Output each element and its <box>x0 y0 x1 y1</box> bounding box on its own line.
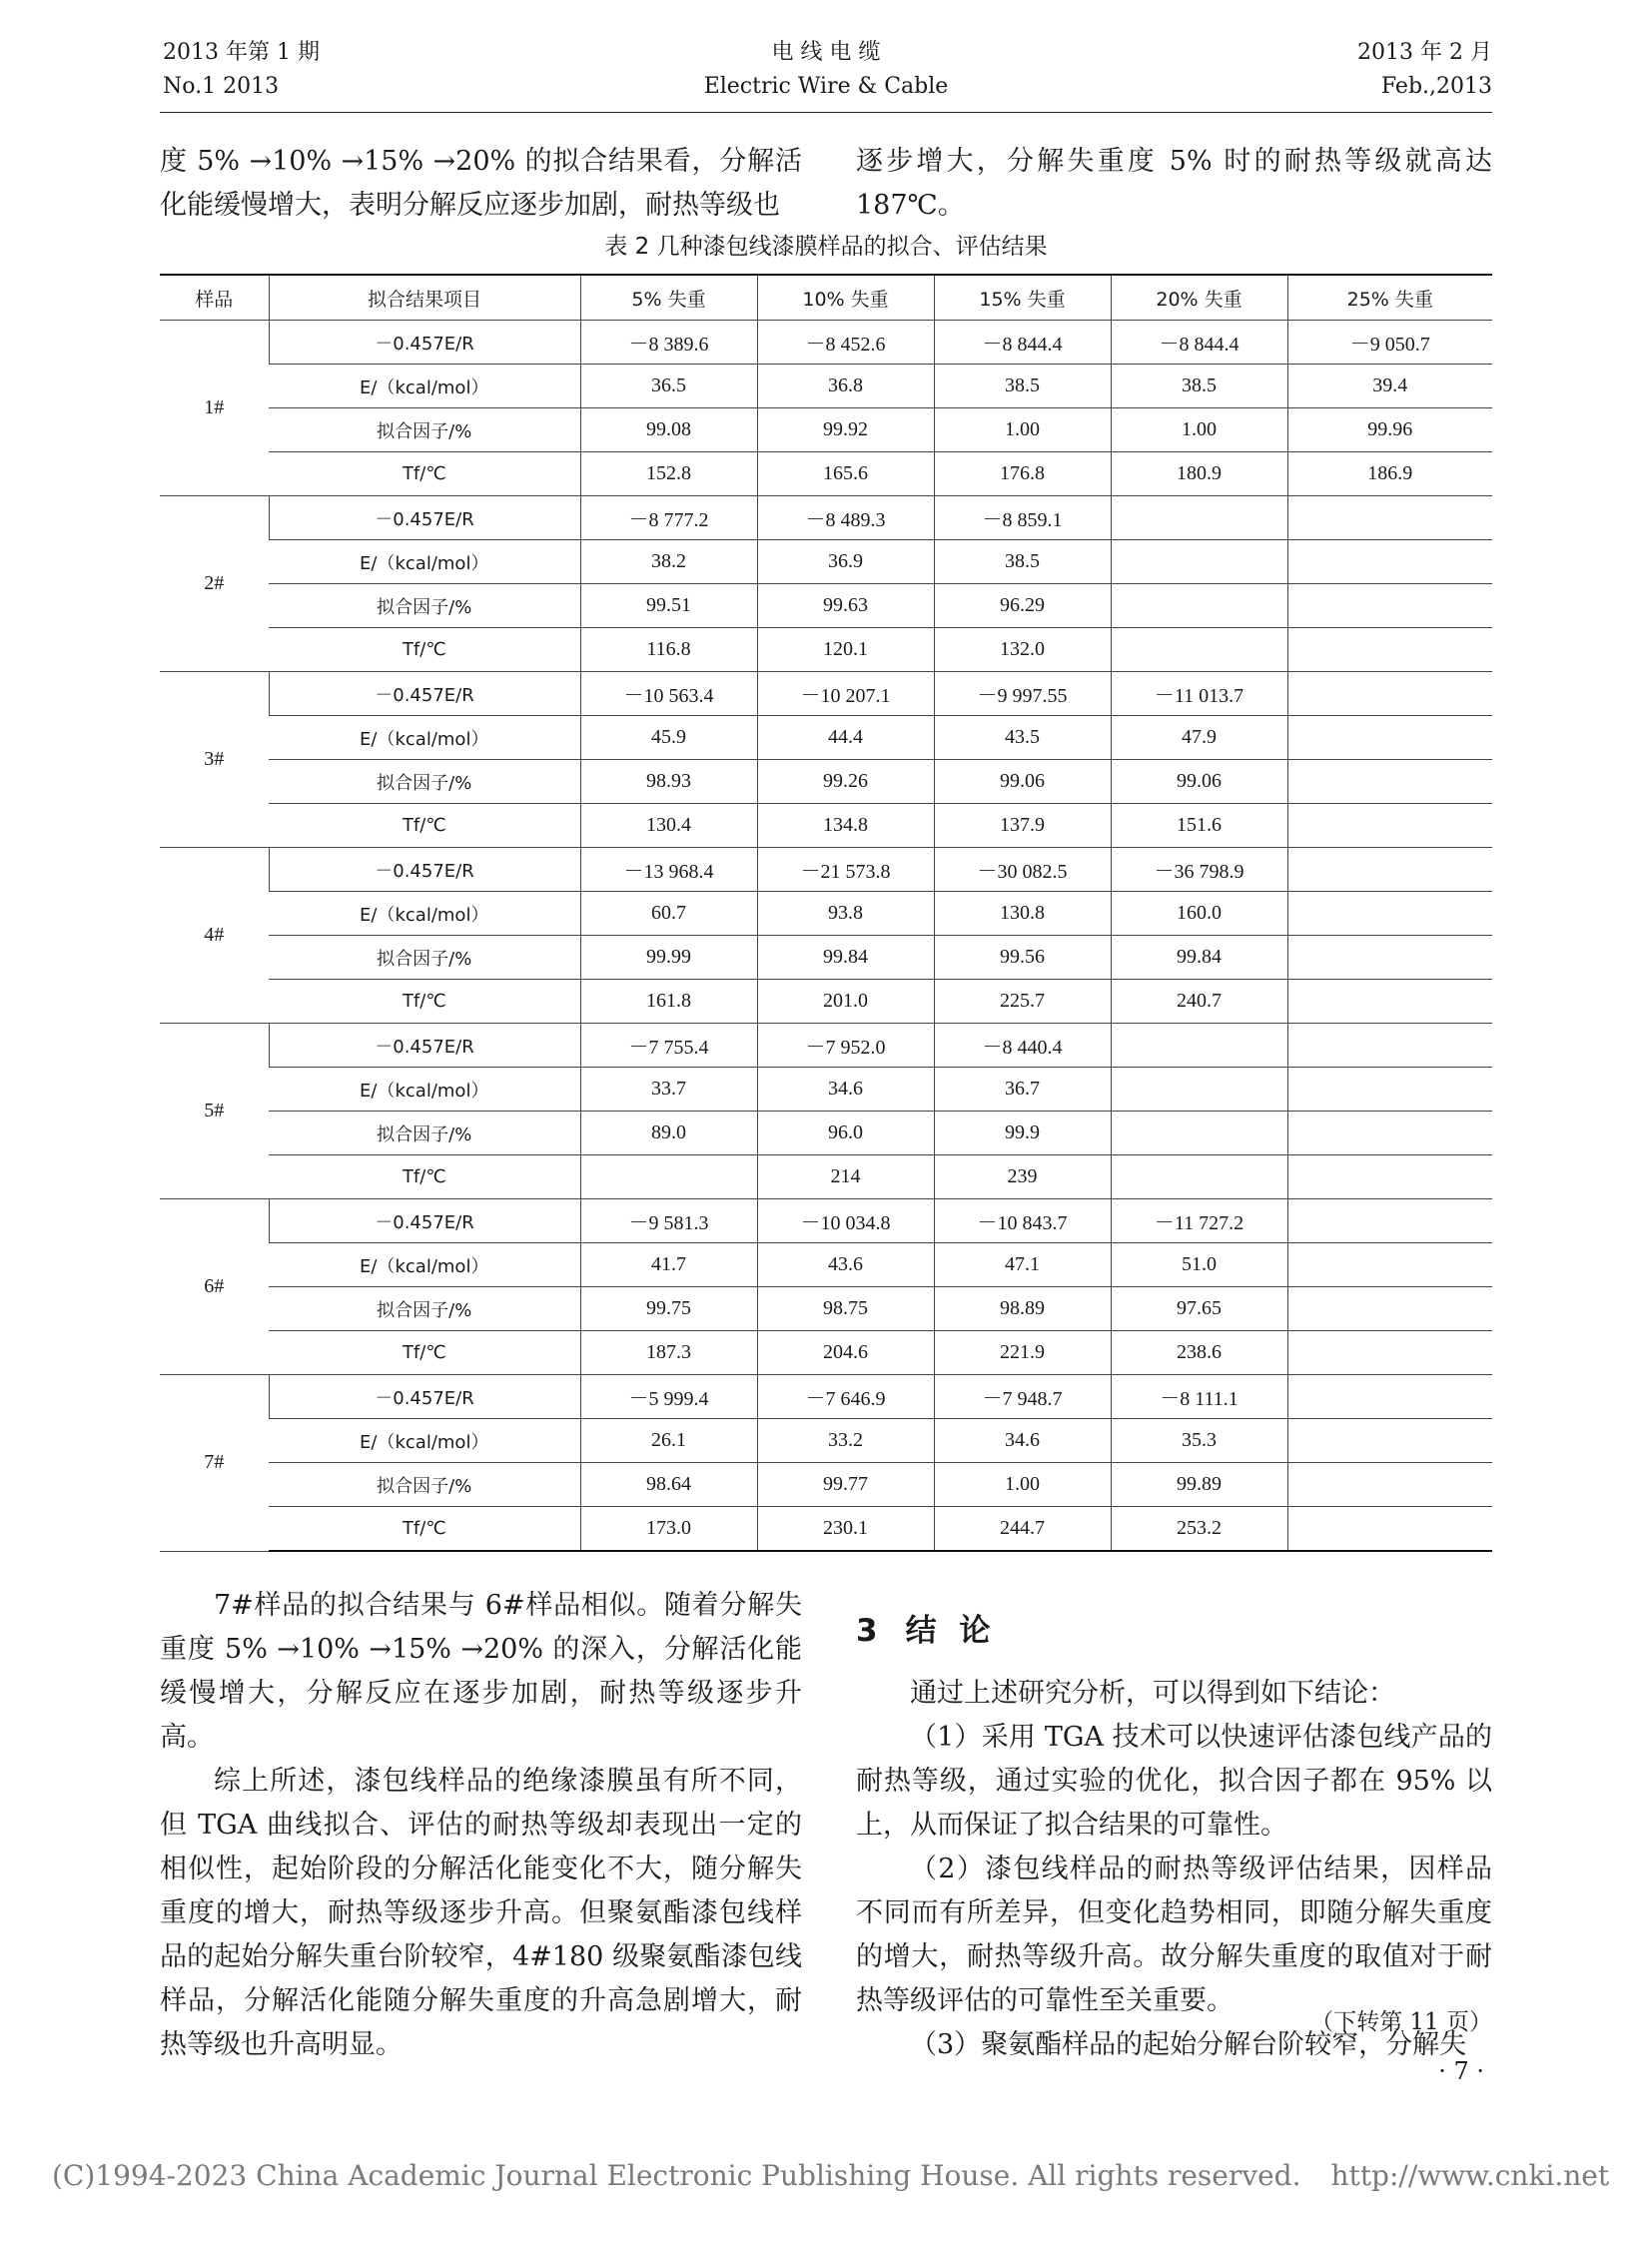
item-label-cell: －0.457E/R <box>269 672 580 716</box>
issue-label-cn: 2013 年第 1 期 <box>163 40 320 65</box>
value-cell <box>1287 936 1492 980</box>
value-cell: 152.8 <box>580 452 757 496</box>
value-cell: 221.9 <box>934 1331 1111 1375</box>
issue-label-en: No.1 2013 <box>163 74 280 99</box>
table-row <box>160 1507 1492 1552</box>
value-cell <box>1111 1068 1287 1112</box>
top-right-text: 逐步增大，分解失重度 5% 时的耐热等级就高达 187℃。 <box>856 146 1492 221</box>
value-cell: 99.99 <box>580 936 757 980</box>
value-cell: －9 997.55 <box>934 672 1111 716</box>
top-left-text: 度 5% →10% →15% →20% 的拟合结果看，分解活化能缓慢增大，表明分解反应逐步加剧，耐热等级也 <box>160 146 802 221</box>
date-label-en: Feb.,2013 <box>1380 74 1492 99</box>
sample-cell: 2# <box>160 496 269 672</box>
value-cell: －8 389.6 <box>580 321 757 365</box>
table-row <box>160 1024 1492 1068</box>
table-row <box>160 1112 1492 1155</box>
value-cell <box>1287 496 1492 540</box>
value-cell: 253.2 <box>1111 1507 1287 1552</box>
item-label-cell: －0.457E/R <box>269 1199 580 1243</box>
value-cell: 99.96 <box>1287 408 1492 452</box>
col-header-20pct: 20% 失重 <box>1111 275 1287 321</box>
value-cell <box>1111 584 1287 628</box>
value-cell: －9 581.3 <box>580 1199 757 1243</box>
top-right-paragraph <box>856 140 1492 228</box>
sample-cell: 3# <box>160 672 269 848</box>
value-cell: 244.7 <box>934 1507 1111 1552</box>
value-cell: 36.7 <box>934 1068 1111 1112</box>
sample-cell: 1# <box>160 321 269 496</box>
table-row <box>160 1068 1492 1112</box>
table-body <box>160 321 1492 1552</box>
value-cell: 99.06 <box>934 760 1111 804</box>
value-cell: 45.9 <box>580 716 757 760</box>
journal-title-cn: 电 线 电 缆 <box>771 40 881 65</box>
value-cell: －10 563.4 <box>580 672 757 716</box>
journal-title-en: Electric Wire & Cable <box>703 74 949 99</box>
value-cell: 130.4 <box>580 804 757 848</box>
value-cell: 187.3 <box>580 1331 757 1375</box>
sample-cell: 7# <box>160 1375 269 1552</box>
table-row <box>160 1331 1492 1375</box>
table-row <box>160 408 1492 452</box>
left-column <box>160 1584 802 2067</box>
value-cell: 99.26 <box>757 760 934 804</box>
value-cell: －7 646.9 <box>757 1375 934 1419</box>
item-label-cell: Tf/℃ <box>269 804 580 848</box>
value-cell: 36.8 <box>757 365 934 408</box>
table-row <box>160 760 1492 804</box>
conclusion-item-2: （2）漆包线样品的耐热等级评估结果，因样品不同而有所差异，但变化趋势相同，即随分解失重度的增大，耐热等级升高。故分解失重度的取值对于耐热等级评估的可靠性至关重要。 <box>856 1854 1492 2016</box>
value-cell <box>1287 584 1492 628</box>
value-cell <box>1287 716 1492 760</box>
sample-cell: 4# <box>160 848 269 1024</box>
sample-cell: 5# <box>160 1024 269 1199</box>
table-row <box>160 1287 1492 1331</box>
value-cell <box>1111 540 1287 584</box>
item-label-cell: 拟合因子/% <box>269 408 580 452</box>
value-cell: 99.9 <box>934 1112 1111 1155</box>
item-label-cell: Tf/℃ <box>269 1155 580 1199</box>
value-cell: 225.7 <box>934 980 1111 1024</box>
value-cell: 98.89 <box>934 1287 1111 1331</box>
item-label-cell: 拟合因子/% <box>269 584 580 628</box>
value-cell: 38.5 <box>1111 365 1287 408</box>
item-label-cell: E/（kcal/mol） <box>269 892 580 936</box>
value-cell: 93.8 <box>757 892 934 936</box>
item-label-cell: －0.457E/R <box>269 496 580 540</box>
value-cell: 161.8 <box>580 980 757 1024</box>
value-cell: 160.0 <box>1111 892 1287 936</box>
value-cell: －36 798.9 <box>1111 848 1287 892</box>
table-row <box>160 1155 1492 1199</box>
item-label-cell: 拟合因子/% <box>269 936 580 980</box>
value-cell: －21 573.8 <box>757 848 934 892</box>
value-cell <box>1287 1375 1492 1419</box>
col-header-15pct: 15% 失重 <box>934 275 1111 321</box>
value-cell: 99.63 <box>757 584 934 628</box>
value-cell: 36.9 <box>757 540 934 584</box>
value-cell: －5 999.4 <box>580 1375 757 1419</box>
value-cell: 1.00 <box>934 408 1111 452</box>
paragraph-summary: 综上所述，漆包线样品的绝缘漆膜虽有所不同，但 TGA 曲线拟合、评估的耐热等级却表现出一定的相似性，起始阶段的分解活化能变化不大，随分解失重度的增大，耐热等级逐步升高。但聚氨酯漆包线样品的起始分解失重台阶较窄，4#180 级聚氨酯漆包线样品，分解活化能随分解失重度的升高急剧增大，耐热等级也升高明显。 <box>160 1766 802 2060</box>
value-cell <box>1111 1155 1287 1199</box>
value-cell: －8 844.4 <box>934 321 1111 365</box>
header-rule <box>160 112 1492 113</box>
conclusion-item-3: （3）聚氨酯样品的起始分解台阶较窄，分解失 <box>910 2029 1467 2060</box>
value-cell: 97.65 <box>1111 1287 1287 1331</box>
page-number: · 7 · <box>1438 2057 1484 2085</box>
table-row <box>160 1419 1492 1463</box>
value-cell: －11 013.7 <box>1111 672 1287 716</box>
table-row <box>160 365 1492 408</box>
value-cell <box>1287 1155 1492 1199</box>
copyright-text: (C)1994-2023 China Academic Journal Electronic Publishing House. All rights reserved. <box>52 2159 1301 2192</box>
value-cell: 134.8 <box>757 804 934 848</box>
item-label-cell: 拟合因子/% <box>269 1112 580 1155</box>
table-row <box>160 1375 1492 1419</box>
value-cell: 98.75 <box>757 1287 934 1331</box>
value-cell: 96.0 <box>757 1112 934 1155</box>
value-cell: 1.00 <box>1111 408 1287 452</box>
value-cell: 96.29 <box>934 584 1111 628</box>
value-cell: 214 <box>757 1155 934 1199</box>
value-cell <box>1287 540 1492 584</box>
item-label-cell: E/（kcal/mol） <box>269 540 580 584</box>
col-header-sample: 样品 <box>160 275 269 321</box>
value-cell: 151.6 <box>1111 804 1287 848</box>
section-heading <box>856 1605 996 1650</box>
value-cell: 99.51 <box>580 584 757 628</box>
item-label-cell: 拟合因子/% <box>269 1287 580 1331</box>
value-cell: 43.5 <box>934 716 1111 760</box>
value-cell <box>1287 1199 1492 1243</box>
table-row <box>160 848 1492 892</box>
item-label-cell: Tf/℃ <box>269 1331 580 1375</box>
value-cell <box>1287 1331 1492 1375</box>
value-cell: 99.89 <box>1111 1463 1287 1507</box>
value-cell: 51.0 <box>1111 1243 1287 1287</box>
item-label-cell: 拟合因子/% <box>269 760 580 804</box>
value-cell: －8 777.2 <box>580 496 757 540</box>
value-cell: 36.5 <box>580 365 757 408</box>
value-cell <box>1111 1112 1287 1155</box>
table-row <box>160 1463 1492 1507</box>
item-label-cell: Tf/℃ <box>269 980 580 1024</box>
top-left-paragraph <box>160 140 802 228</box>
value-cell <box>1111 1024 1287 1068</box>
table-row <box>160 628 1492 672</box>
value-cell: 47.9 <box>1111 716 1287 760</box>
date-label-cn: 2013 年 2 月 <box>1357 40 1492 65</box>
table-row <box>160 936 1492 980</box>
value-cell: 165.6 <box>757 452 934 496</box>
value-cell <box>1287 1112 1492 1155</box>
copyright-footer <box>52 2159 1609 2192</box>
conclusion-intro: 通过上述研究分析，可以得到如下结论： <box>910 1678 1395 1709</box>
section-title: 结 论 <box>905 1613 997 1649</box>
value-cell <box>1287 980 1492 1024</box>
value-cell: －8 489.3 <box>757 496 934 540</box>
value-cell: －7 948.7 <box>934 1375 1111 1419</box>
value-cell: 239 <box>934 1155 1111 1199</box>
col-header-10pct: 10% 失重 <box>757 275 934 321</box>
value-cell: 34.6 <box>934 1419 1111 1463</box>
value-cell: 89.0 <box>580 1112 757 1155</box>
table-row <box>160 452 1492 496</box>
value-cell: －10 843.7 <box>934 1199 1111 1243</box>
table-row <box>160 980 1492 1024</box>
table-row <box>160 321 1492 365</box>
value-cell <box>1287 1243 1492 1287</box>
item-label-cell: 拟合因子/% <box>269 1463 580 1507</box>
value-cell: －8 844.4 <box>1111 321 1287 365</box>
footer-url: http://www.cnki.net <box>1330 2159 1610 2192</box>
value-cell: 99.08 <box>580 408 757 452</box>
value-cell: 116.8 <box>580 628 757 672</box>
value-cell: 238.6 <box>1111 1331 1287 1375</box>
value-cell <box>1287 1287 1492 1331</box>
value-cell: 137.9 <box>934 804 1111 848</box>
table-row <box>160 1199 1492 1243</box>
item-label-cell: －0.457E/R <box>269 1024 580 1068</box>
section-number: 3 <box>856 1613 884 1649</box>
value-cell: －30 082.5 <box>934 848 1111 892</box>
value-cell <box>1287 1507 1492 1552</box>
table-row <box>160 672 1492 716</box>
table-row <box>160 804 1492 848</box>
table-caption: 表 2 几种漆包线漆膜样品的拟合、评估结果 <box>604 234 1048 260</box>
running-header-right <box>1357 36 1492 104</box>
value-cell: 186.9 <box>1287 452 1492 496</box>
value-cell: 34.6 <box>757 1068 934 1112</box>
value-cell <box>1287 804 1492 848</box>
value-cell: －7 755.4 <box>580 1024 757 1068</box>
value-cell: 173.0 <box>580 1507 757 1552</box>
col-header-5pct: 5% 失重 <box>580 275 757 321</box>
value-cell: 98.64 <box>580 1463 757 1507</box>
value-cell: 99.06 <box>1111 760 1287 804</box>
table-row <box>160 584 1492 628</box>
value-cell: 33.7 <box>580 1068 757 1112</box>
continued-note: （下转第 11 页） <box>1310 2009 1492 2035</box>
fitting-results-table <box>160 274 1492 1552</box>
item-label-cell: －0.457E/R <box>269 1375 580 1419</box>
value-cell: 35.3 <box>1111 1419 1287 1463</box>
value-cell: 43.6 <box>757 1243 934 1287</box>
item-label-cell: －0.457E/R <box>269 321 580 365</box>
value-cell: 99.92 <box>757 408 934 452</box>
col-header-25pct: 25% 失重 <box>1287 275 1492 321</box>
value-cell: －8 859.1 <box>934 496 1111 540</box>
value-cell: 99.77 <box>757 1463 934 1507</box>
sample-cell: 6# <box>160 1199 269 1375</box>
value-cell <box>1111 628 1287 672</box>
value-cell <box>1287 1068 1492 1112</box>
value-cell: 204.6 <box>757 1331 934 1375</box>
item-label-cell: E/（kcal/mol） <box>269 365 580 408</box>
value-cell <box>1287 1024 1492 1068</box>
value-cell <box>1287 892 1492 936</box>
value-cell: 26.1 <box>580 1419 757 1463</box>
value-cell: 47.1 <box>934 1243 1111 1287</box>
table-row <box>160 892 1492 936</box>
value-cell <box>1287 628 1492 672</box>
value-cell: 41.7 <box>580 1243 757 1287</box>
value-cell: －8 440.4 <box>934 1024 1111 1068</box>
item-label-cell: E/（kcal/mol） <box>269 1243 580 1287</box>
value-cell <box>1287 760 1492 804</box>
value-cell <box>1287 848 1492 892</box>
value-cell <box>580 1155 757 1199</box>
value-cell: －10 034.8 <box>757 1199 934 1243</box>
item-label-cell: E/（kcal/mol） <box>269 1068 580 1112</box>
item-label-cell: Tf/℃ <box>269 628 580 672</box>
value-cell: 99.75 <box>580 1287 757 1331</box>
value-cell: 240.7 <box>1111 980 1287 1024</box>
value-cell: 38.2 <box>580 540 757 584</box>
table-row <box>160 540 1492 584</box>
value-cell <box>1111 496 1287 540</box>
value-cell: 33.2 <box>757 1419 934 1463</box>
value-cell: －9 050.7 <box>1287 321 1492 365</box>
table-row <box>160 1243 1492 1287</box>
item-label-cell: E/（kcal/mol） <box>269 716 580 760</box>
item-label-cell: Tf/℃ <box>269 452 580 496</box>
value-cell: 201.0 <box>757 980 934 1024</box>
table-row <box>160 496 1492 540</box>
table-row <box>160 716 1492 760</box>
value-cell: 38.5 <box>934 365 1111 408</box>
value-cell: 98.93 <box>580 760 757 804</box>
item-label-cell: Tf/℃ <box>269 1507 580 1552</box>
value-cell: 180.9 <box>1111 452 1287 496</box>
value-cell: 1.00 <box>934 1463 1111 1507</box>
value-cell: 99.84 <box>1111 936 1287 980</box>
conclusion-item-1: （1）采用 TGA 技术可以快速评估漆包线产品的耐热等级，通过实验的优化，拟合因子都在 95% 以上，从而保证了拟合结果的可靠性。 <box>856 1722 1492 1841</box>
value-cell <box>1287 1419 1492 1463</box>
paragraph-sample7: 7#样品的拟合结果与 6#样品相似。随着分解失重度 5% →10% →15% →20% 的深入，分解活化能缓慢增大，分解反应在逐步加剧，耐热等级逐步升高。 <box>160 1590 802 1753</box>
value-cell: －11 727.2 <box>1111 1199 1287 1243</box>
value-cell <box>1287 672 1492 716</box>
value-cell: 60.7 <box>580 892 757 936</box>
item-label-cell: E/（kcal/mol） <box>269 1419 580 1463</box>
col-header-item: 拟合结果项目 <box>269 275 580 321</box>
value-cell: 120.1 <box>757 628 934 672</box>
value-cell: －7 952.0 <box>757 1024 934 1068</box>
value-cell: 38.5 <box>934 540 1111 584</box>
value-cell: －10 207.1 <box>757 672 934 716</box>
value-cell: －8 111.1 <box>1111 1375 1287 1419</box>
value-cell: 44.4 <box>757 716 934 760</box>
value-cell: 99.84 <box>757 936 934 980</box>
value-cell: 99.56 <box>934 936 1111 980</box>
value-cell: 176.8 <box>934 452 1111 496</box>
value-cell <box>1287 1463 1492 1507</box>
value-cell: －8 452.6 <box>757 321 934 365</box>
value-cell: 230.1 <box>757 1507 934 1552</box>
table-header-row <box>160 275 1492 321</box>
value-cell: 39.4 <box>1287 365 1492 408</box>
value-cell: 132.0 <box>934 628 1111 672</box>
item-label-cell: －0.457E/R <box>269 848 580 892</box>
value-cell: －13 968.4 <box>580 848 757 892</box>
value-cell: 130.8 <box>934 892 1111 936</box>
